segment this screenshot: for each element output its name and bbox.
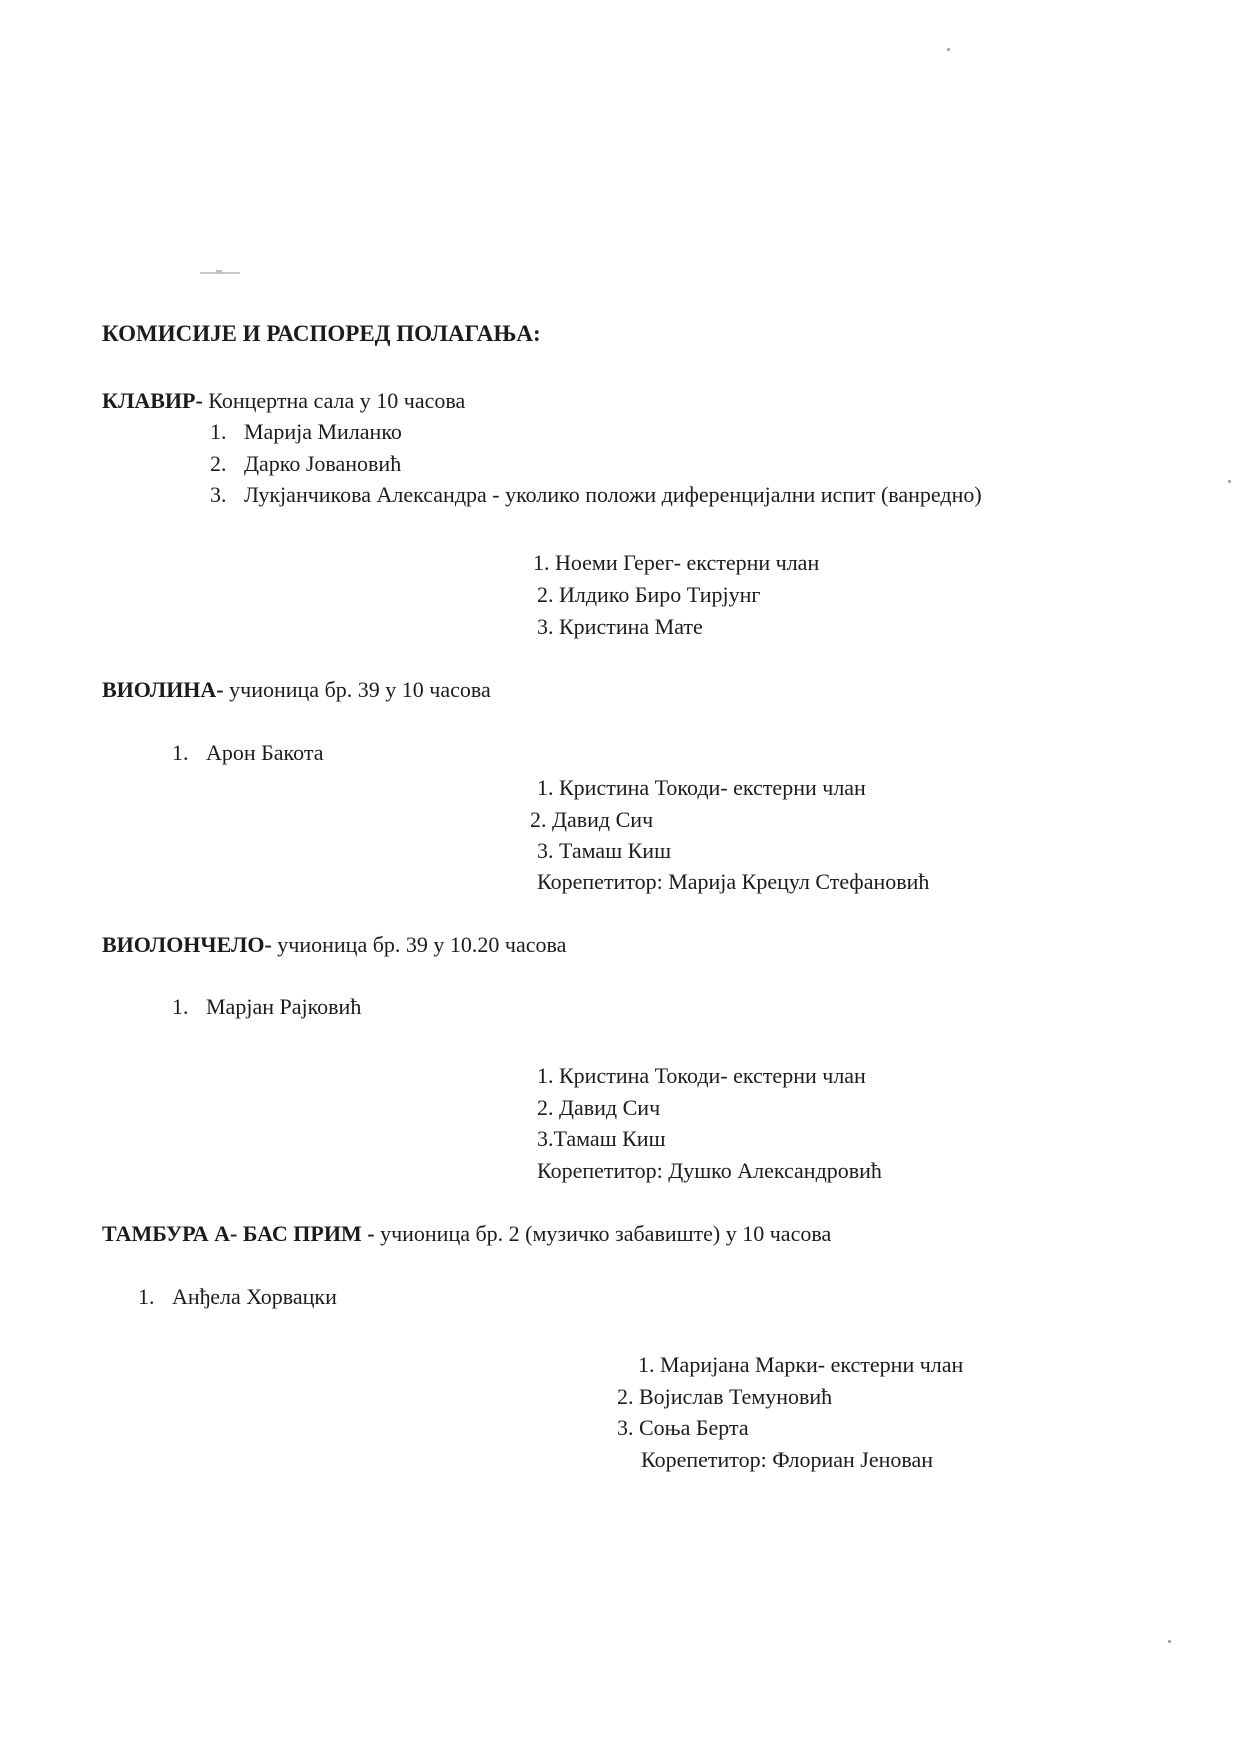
section-location: Концертна сала у 10 часова bbox=[202, 388, 466, 413]
student-name: Лукјанчикова Александра - уколико положи диференцијални испит (ванредно) bbox=[244, 482, 982, 507]
accompanist: Корепетитор: Флориан Јенован bbox=[641, 1447, 934, 1472]
section-location: учионица бр. 39 у 10 часова bbox=[223, 677, 491, 702]
student-name: Марија Миланко bbox=[244, 419, 402, 444]
document-title: КОМИСИЈЕ И РАСПОРЕД ПОЛАГАЊА: bbox=[102, 321, 541, 346]
commission-member: 3. Тамаш Киш bbox=[537, 838, 672, 863]
accompanist: Корепетитор: Марија Крецул Стефановић bbox=[537, 869, 930, 894]
section-location: учионица бр. 2 (музичко забавиште) у 10 часова bbox=[374, 1221, 832, 1246]
commission-member: 3. Кристина Мате bbox=[537, 614, 703, 639]
section-heading: КЛАВИР- bbox=[102, 388, 203, 413]
student-name: Дарко Јовановић bbox=[244, 451, 402, 476]
commission-member: 2. Давид Сич bbox=[530, 807, 654, 832]
commission-member: 2. Војислав Темуновић bbox=[617, 1384, 833, 1409]
scan-speck bbox=[1168, 1640, 1171, 1643]
student-item bbox=[172, 994, 361, 1020]
section-header-violin bbox=[102, 677, 491, 703]
scan-mark bbox=[200, 272, 240, 274]
student-name: Марјан Рајковић bbox=[206, 994, 362, 1019]
section-heading: ВИОЛИНА- bbox=[102, 677, 224, 702]
commission-member: 1. Ноеми Герег- екстерни члан bbox=[533, 550, 820, 575]
section-heading: ТАМБУРА А- БАС ПРИМ - bbox=[102, 1221, 375, 1246]
list-number: 1. bbox=[172, 994, 189, 1019]
student-item bbox=[210, 482, 982, 508]
section-heading: ВИОЛОНЧЕЛО- bbox=[102, 932, 272, 957]
student-item bbox=[172, 740, 324, 766]
student-name: Анђела Хорвацки bbox=[172, 1284, 337, 1309]
scan-speck bbox=[1228, 480, 1231, 483]
student-item bbox=[210, 451, 401, 477]
accompanist: Корепетитор: Душко Александровић bbox=[537, 1158, 882, 1183]
list-number: 1. bbox=[138, 1284, 155, 1309]
section-header-piano bbox=[102, 388, 465, 414]
list-number: 3. bbox=[210, 482, 227, 507]
commission-member: 3. Соња Берта bbox=[617, 1415, 749, 1440]
student-name: Арон Бакота bbox=[206, 740, 324, 765]
section-location: учионица бр. 39 у 10.20 часова bbox=[271, 932, 567, 957]
list-number: 1. bbox=[172, 740, 189, 765]
section-header-tambura bbox=[102, 1221, 831, 1247]
student-item bbox=[210, 419, 402, 445]
commission-member: 1. Маријана Марки- екстерни члан bbox=[638, 1352, 964, 1377]
student-item bbox=[138, 1284, 337, 1310]
section-header-cello bbox=[102, 932, 566, 958]
commission-member: 1. Кристина Токоди- екстерни члан bbox=[537, 1063, 866, 1088]
list-number: 2. bbox=[210, 451, 227, 476]
list-number: 1. bbox=[210, 419, 227, 444]
commission-member: 3.Тамаш Киш bbox=[537, 1126, 666, 1151]
commission-member: 1. Кристина Токоди- екстерни члан bbox=[537, 775, 866, 800]
scan-speck bbox=[947, 48, 950, 51]
commission-member: 2. Илдико Биро Тирјунг bbox=[537, 582, 761, 607]
commission-member: 2. Давид Сич bbox=[537, 1095, 661, 1120]
